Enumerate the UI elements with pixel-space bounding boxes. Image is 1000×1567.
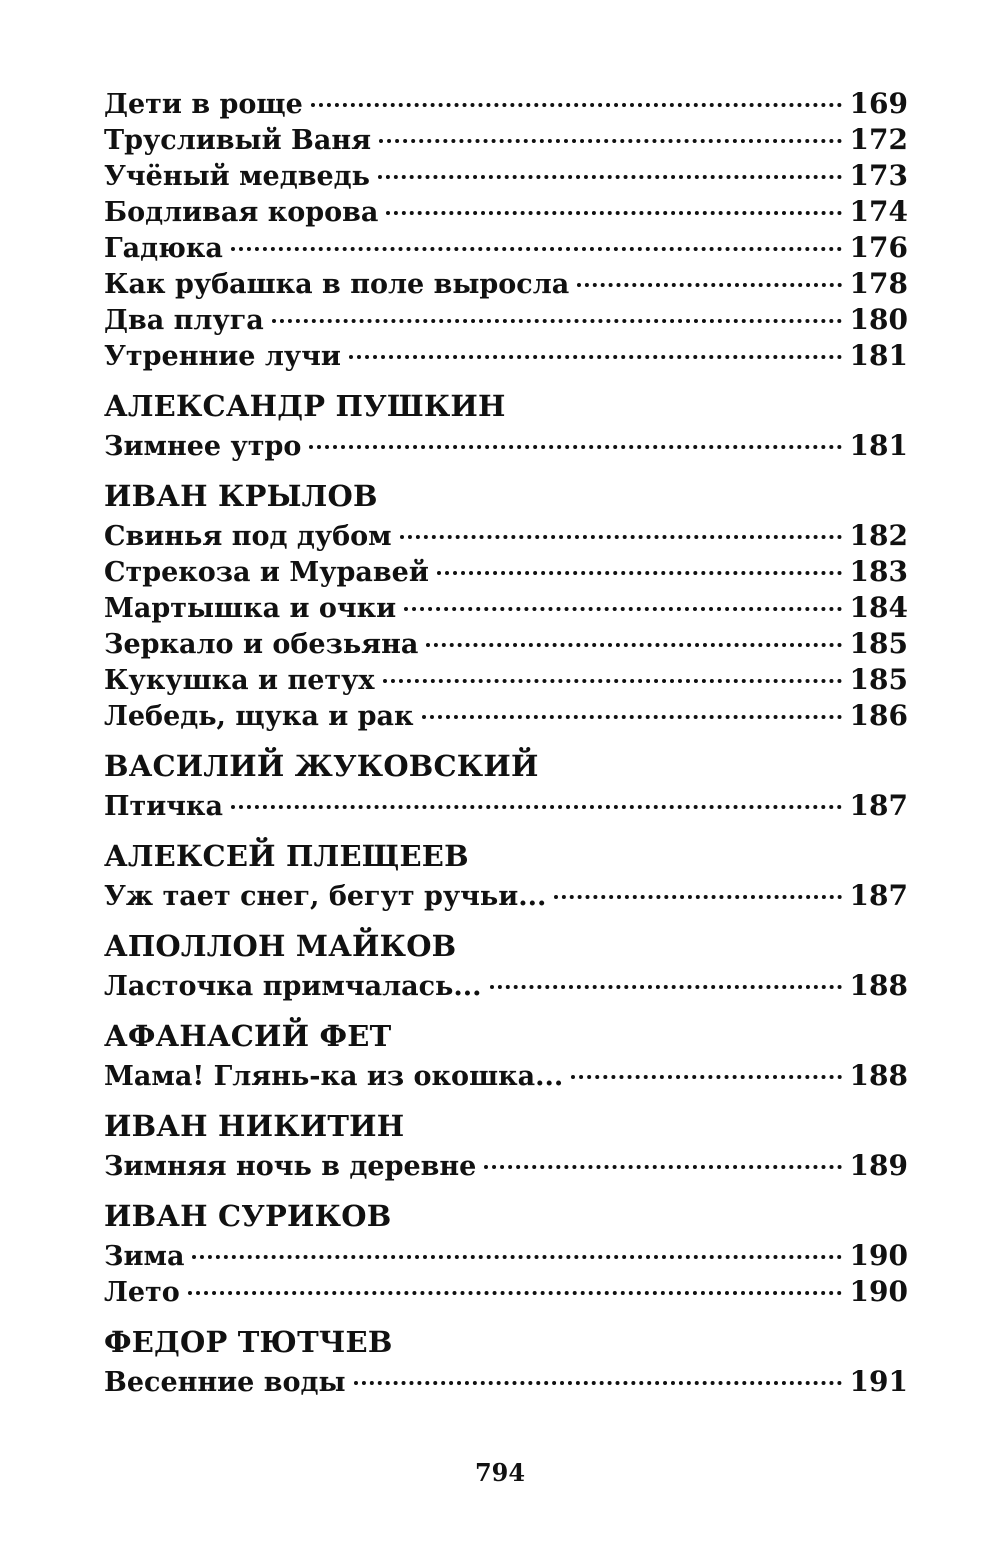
toc-entry xyxy=(104,266,908,302)
author-heading: ИВАН КРЫЛОВ xyxy=(104,479,378,513)
entry-page-number: 174 xyxy=(849,195,908,228)
toc-section xyxy=(104,1194,908,1310)
entry-title: Мартышка и очки xyxy=(104,593,397,624)
dot-leader xyxy=(192,1255,841,1259)
dot-leader xyxy=(272,319,842,323)
dot-leader xyxy=(378,175,842,179)
entry-title: Птичка xyxy=(104,791,224,822)
toc-entry xyxy=(104,1274,908,1310)
entry-title: Кукушка и петух xyxy=(104,665,375,696)
entry-page-number: 190 xyxy=(849,1275,908,1308)
entry-title: Зимнее утро xyxy=(104,431,302,462)
dot-leader xyxy=(490,985,842,989)
dot-leader xyxy=(379,139,842,143)
toc-entry xyxy=(104,878,908,914)
toc-entry xyxy=(104,662,908,698)
entry-title: Лебедь, щука и рак xyxy=(104,701,414,732)
entry-page-number: 183 xyxy=(849,555,908,588)
dot-leader xyxy=(437,571,842,575)
author-heading: ИВАН СУРИКОВ xyxy=(104,1199,392,1233)
entry-title: Дети в роще xyxy=(104,89,303,120)
dot-leader xyxy=(571,1075,841,1079)
toc-section xyxy=(104,834,908,914)
dot-leader xyxy=(386,211,841,215)
entry-page-number: 169 xyxy=(849,87,908,120)
entry-title: Зеркало и обезьяна xyxy=(104,629,419,660)
entry-page-number: 188 xyxy=(849,1059,908,1092)
toc-section xyxy=(104,1104,908,1184)
entry-page-number: 187 xyxy=(849,789,908,822)
toc-entry xyxy=(104,626,908,662)
dot-leader xyxy=(554,895,841,899)
dot-leader xyxy=(354,1381,842,1385)
entry-title: Весенние воды xyxy=(104,1367,346,1398)
entry-title: Мама! Глянь-ка из окошка... xyxy=(104,1061,564,1092)
entry-title: Уж тает снег, бегут ручьи... xyxy=(104,881,547,912)
toc-entry xyxy=(104,968,908,1004)
dot-leader xyxy=(404,607,841,611)
entry-page-number: 173 xyxy=(849,159,908,192)
entry-title: Гадюка xyxy=(104,233,223,264)
entry-title: Свинья под дубом xyxy=(104,521,392,552)
dot-leader xyxy=(349,355,842,359)
toc-section xyxy=(104,924,908,1004)
page-number: 794 xyxy=(474,1458,526,1487)
entry-page-number: 172 xyxy=(849,123,908,156)
entry-title: Ласточка примчалась... xyxy=(104,971,482,1002)
toc-entry xyxy=(104,122,908,158)
entry-page-number: 186 xyxy=(849,699,908,732)
toc-entry xyxy=(104,1238,908,1274)
entry-title: Трусливый Ваня xyxy=(104,125,372,156)
author-heading: АЛЕКСАНДР ПУШКИН xyxy=(104,389,506,423)
entry-page-number: 188 xyxy=(849,969,908,1002)
dot-leader xyxy=(577,283,841,287)
entry-title: Два плуга xyxy=(104,305,264,336)
toc-entry xyxy=(104,86,908,122)
toc-entry xyxy=(104,1364,908,1400)
entry-page-number: 191 xyxy=(849,1365,908,1398)
dot-leader xyxy=(311,103,842,107)
entry-page-number: 181 xyxy=(849,339,908,372)
entry-title: Зимняя ночь в деревне xyxy=(104,1151,477,1182)
toc-section xyxy=(104,474,908,734)
entry-title: Как рубашка в поле выросла xyxy=(104,269,570,300)
entry-title: Учёный медведь xyxy=(104,161,370,192)
entry-page-number: 180 xyxy=(849,303,908,336)
toc-section xyxy=(104,86,908,374)
author-heading: АПОЛЛОН МАЙКОВ xyxy=(104,929,457,963)
author-heading: ФЕДОР ТЮТЧЕВ xyxy=(104,1325,393,1359)
entry-page-number: 182 xyxy=(849,519,908,552)
entry-page-number: 190 xyxy=(849,1239,908,1272)
toc-section xyxy=(104,1014,908,1094)
toc-entry xyxy=(104,428,908,464)
toc-section xyxy=(104,744,908,824)
author-heading: АФАНАСИЙ ФЕТ xyxy=(104,1019,392,1053)
toc-entry xyxy=(104,230,908,266)
toc-entry xyxy=(104,338,908,374)
entry-title: Стрекоза и Муравей xyxy=(104,557,429,588)
dot-leader xyxy=(383,679,842,683)
toc-section xyxy=(104,384,908,464)
table-of-contents xyxy=(104,86,908,1400)
entry-page-number: 176 xyxy=(849,231,908,264)
entry-page-number: 184 xyxy=(849,591,908,624)
toc-section xyxy=(104,1320,908,1400)
entry-page-number: 181 xyxy=(849,429,908,462)
dot-leader xyxy=(484,1165,841,1169)
dot-leader xyxy=(188,1291,842,1295)
toc-entry xyxy=(104,518,908,554)
toc-entry xyxy=(104,554,908,590)
entry-page-number: 185 xyxy=(849,627,908,660)
toc-entry xyxy=(104,1058,908,1094)
dot-leader xyxy=(422,715,842,719)
dot-leader xyxy=(309,445,841,449)
entry-title: Бодливая корова xyxy=(104,197,379,228)
dot-leader xyxy=(426,643,841,647)
toc-entry xyxy=(104,302,908,338)
entry-page-number: 185 xyxy=(849,663,908,696)
entry-page-number: 178 xyxy=(849,267,908,300)
entry-page-number: 189 xyxy=(849,1149,908,1182)
toc-entry xyxy=(104,698,908,734)
dot-leader xyxy=(231,805,842,809)
entry-page-number: 187 xyxy=(849,879,908,912)
entry-title: Зима xyxy=(104,1241,185,1272)
toc-entry xyxy=(104,1148,908,1184)
entry-title: Утренние лучи xyxy=(104,341,341,372)
author-heading: АЛЕКСЕЙ ПЛЕЩЕЕВ xyxy=(104,839,469,873)
dot-leader xyxy=(400,535,842,539)
dot-leader xyxy=(231,247,842,251)
toc-entry xyxy=(104,194,908,230)
entry-title: Лето xyxy=(104,1277,180,1308)
author-heading: ВАСИЛИЙ ЖУКОВСКИЙ xyxy=(104,749,539,783)
toc-entry xyxy=(104,590,908,626)
author-heading: ИВАН НИКИТИН xyxy=(104,1109,405,1143)
toc-entry xyxy=(104,788,908,824)
toc-entry xyxy=(104,158,908,194)
